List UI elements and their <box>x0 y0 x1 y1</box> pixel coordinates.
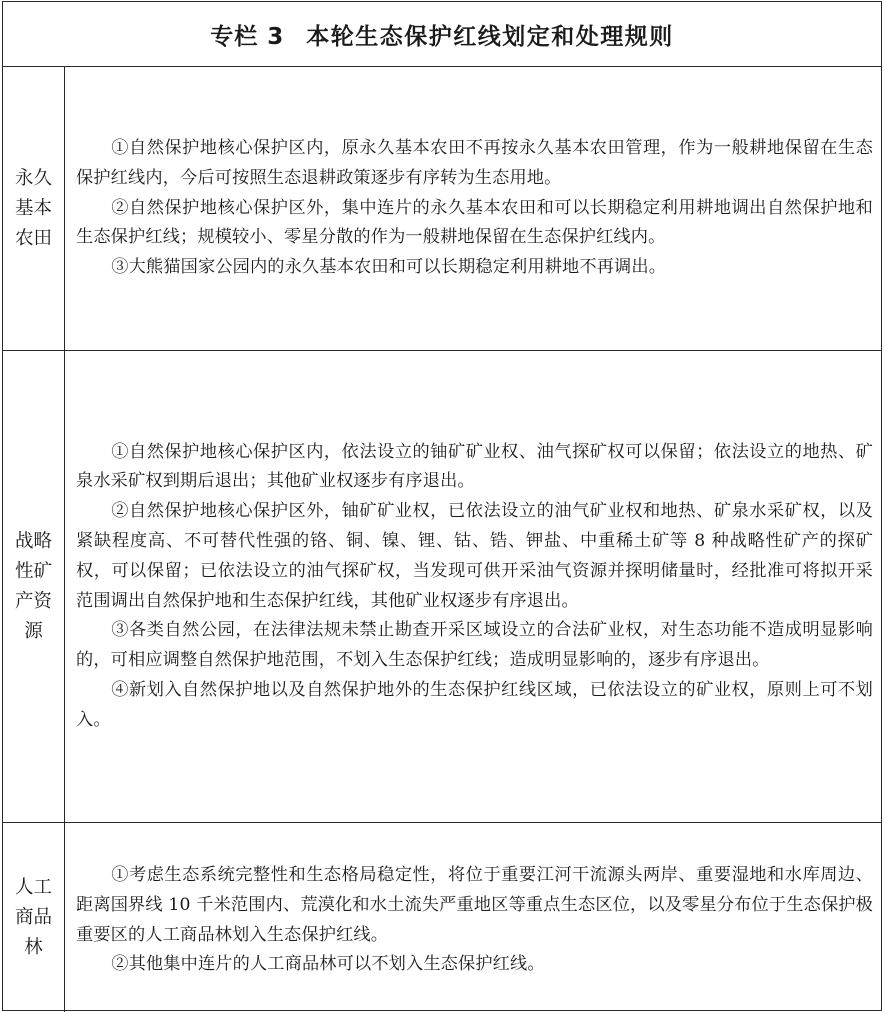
row-content-cell <box>65 823 881 1012</box>
rule-paragraph: ①自然保护地核心保护区内，依法设立的铀矿矿业权、油气探矿权可以保留；依法设立的地热、矿泉水采矿权到期后退出；其他矿业权逐步有序退出。 <box>76 441 873 492</box>
rule-paragraph: ②自然保护地核心保护区外，集中连片的永久基本农田和可以长期稳定利用耕地调出自然保护地和生态保护红线；规模较小、零星分散的作为一般耕地保留在生态保护红线内。 <box>76 197 873 248</box>
column-heading: 本轮生态保护红线划定和处理规则 <box>306 23 674 50</box>
rule-row-minerals <box>3 351 881 823</box>
row-heading-cell <box>3 823 65 1012</box>
column-title <box>3 2 881 67</box>
rule-paragraph: ③各类自然公园，在法律法规未禁止勘查开采区域设立的合法矿业权，对生态功能不造成明显影响的，可相应调整自然保护地范围，不划入生态保护红线；造成明显影响的，逐步有序退出。 <box>76 620 873 671</box>
column-label: 专栏 3 <box>210 23 285 50</box>
rule-paragraph: ③大熊猫国家公园内的永久基本农田和可以长期稳定利用耕地不再调出。 <box>111 257 667 278</box>
rule-paragraph: ②自然保护地核心保护区外，铀矿矿业权，已依法设立的油气矿业权和地热、矿泉水采矿权，以及紧缺程度高、不可替代性强的铬、铜、镍、锂、钴、锆、钾盐、中重稀土矿等 8 种战略性矿产的探矿权，可以保留；已依法设立的油气探矿权，当发现可供开采油气资源并探明储量时，经批准可将拟开采范围调出自然保护地和生态保护红线，其他矿业权逐步有序退出。 <box>76 501 873 611</box>
row-content-cell <box>65 351 881 822</box>
column-box <box>2 1 882 1011</box>
rule-paragraph: ②其他集中连片的人工商品林可以不划入生态保护红线。 <box>111 954 545 975</box>
rule-row-farmland <box>3 67 881 351</box>
rule-paragraph: ①考虑生态系统完整性和生态格局稳定性，将位于重要江河干流源头两岸、重要湿地和水库周边、距离国界线 10 千米范围内、荒漠化和水土流失严重地区等重点生态区位，以及零星分布位于生态保护极重要区的人工商品林划入生态保护红线。 <box>76 865 873 945</box>
row-heading: 永久基本农田 <box>14 167 52 249</box>
rule-paragraph: ①自然保护地核心保护区内，原永久基本农田不再按永久基本农田管理，作为一般耕地保留在生态保护红线内，今后可按照生态退耕政策逐步有序转为生态用地。 <box>76 138 873 188</box>
rule-row-plantation <box>3 823 881 1012</box>
rule-paragraph: ④新划入自然保护地以及自然保护地外的生态保护红线区域，已依法设立的矿业权，原则上可不划入。 <box>76 679 873 730</box>
row-heading-cell <box>3 351 65 822</box>
row-heading-cell <box>3 67 65 350</box>
row-heading: 人工商品林 <box>14 876 52 958</box>
row-content-cell <box>65 67 881 350</box>
row-heading: 战略性矿产资源 <box>14 530 52 642</box>
